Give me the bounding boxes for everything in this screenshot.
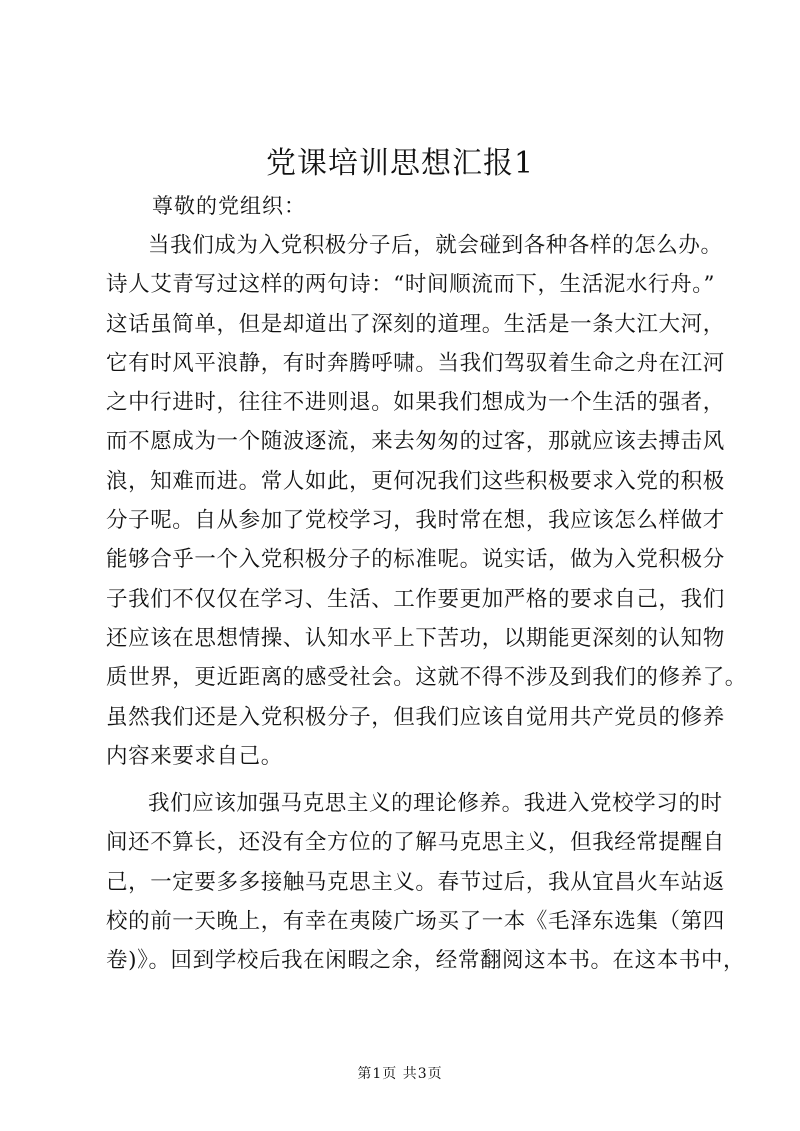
paragraph-line: 浪，知难而进。常人如此，更何况我们这些积极要求入党的积极 xyxy=(106,468,725,494)
paragraph-line: 分子呢。自从参加了党校学习，我时常在想，我应该怎么样做才 xyxy=(106,508,725,534)
paragraph-line: 这话虽简单，但是却道出了深刻的道理。生活是一条大江大河， xyxy=(106,311,725,337)
paragraph-line: 诗人艾青写过这样的两句诗：“时间顺流而下，生活泥水行舟。” xyxy=(106,272,716,298)
paragraph-line: 卷)》。回到学校后我在闲暇之余，经常翻阅这本书。在这本书中， xyxy=(106,948,746,974)
paragraph-line: 校的前一天晚上，有幸在夷陵广场买了一本《毛泽东选集（第四 xyxy=(106,909,725,935)
document-body xyxy=(106,226,747,981)
paragraph-line: 间还不算长，还没有全方位的了解马克思主义，但我经常提醒自 xyxy=(106,830,725,856)
document-title: 党课培训思想汇报1 xyxy=(265,146,535,181)
paragraph-line: 质世界，更近距离的感受社会。这就不得不涉及到我们的修养了。 xyxy=(106,665,747,691)
paragraph-line: 能够合乎一个入党积极分子的标准呢。说实话，做为入党积极分 xyxy=(106,547,725,573)
paragraph-line: 子我们不仅仅在学习、生活、工作要更加严格的要求自己，我们 xyxy=(106,586,725,612)
salutation: 尊敬的党组织： xyxy=(152,194,306,218)
paragraph-line: 它有时风平浪静，有时奔腾呼啸。当我们驾驭着生命之舟在江河 xyxy=(106,350,725,376)
paragraph-line: 我们应该加强马克思主义的理论修养。我进入党校学习的时 xyxy=(148,791,723,817)
paragraph-line: 己，一定要多多接触马克思主义。春节过后，我从宜昌火车站返 xyxy=(106,869,725,895)
paragraph-2 xyxy=(106,784,746,980)
paragraph-line: 还应该在思想情操、认知水平上下苦功，以期能更深刻的认知物 xyxy=(106,625,725,651)
paragraph-line: 而不愿成为一个随波逐流，来去匆匆的过客，那就应该去搏击风 xyxy=(106,429,725,455)
paragraph-line: 虽然我们还是入党积极分子，但我们应该自觉用共产党员的修养 xyxy=(106,704,725,730)
paragraph-line: 内容来要求自己。 xyxy=(106,743,283,769)
paragraph-1 xyxy=(106,226,747,776)
paragraph-line: 当我们成为入党积极分子后，就会碰到各种各样的怎么办。 xyxy=(148,233,723,258)
page-footer: 第1页 共3页 xyxy=(357,1066,443,1082)
paragraph-line: 之中行进时，往往不进则退。如果我们想成为一个生活的强者， xyxy=(106,390,725,416)
paragraph-gap xyxy=(106,776,706,784)
